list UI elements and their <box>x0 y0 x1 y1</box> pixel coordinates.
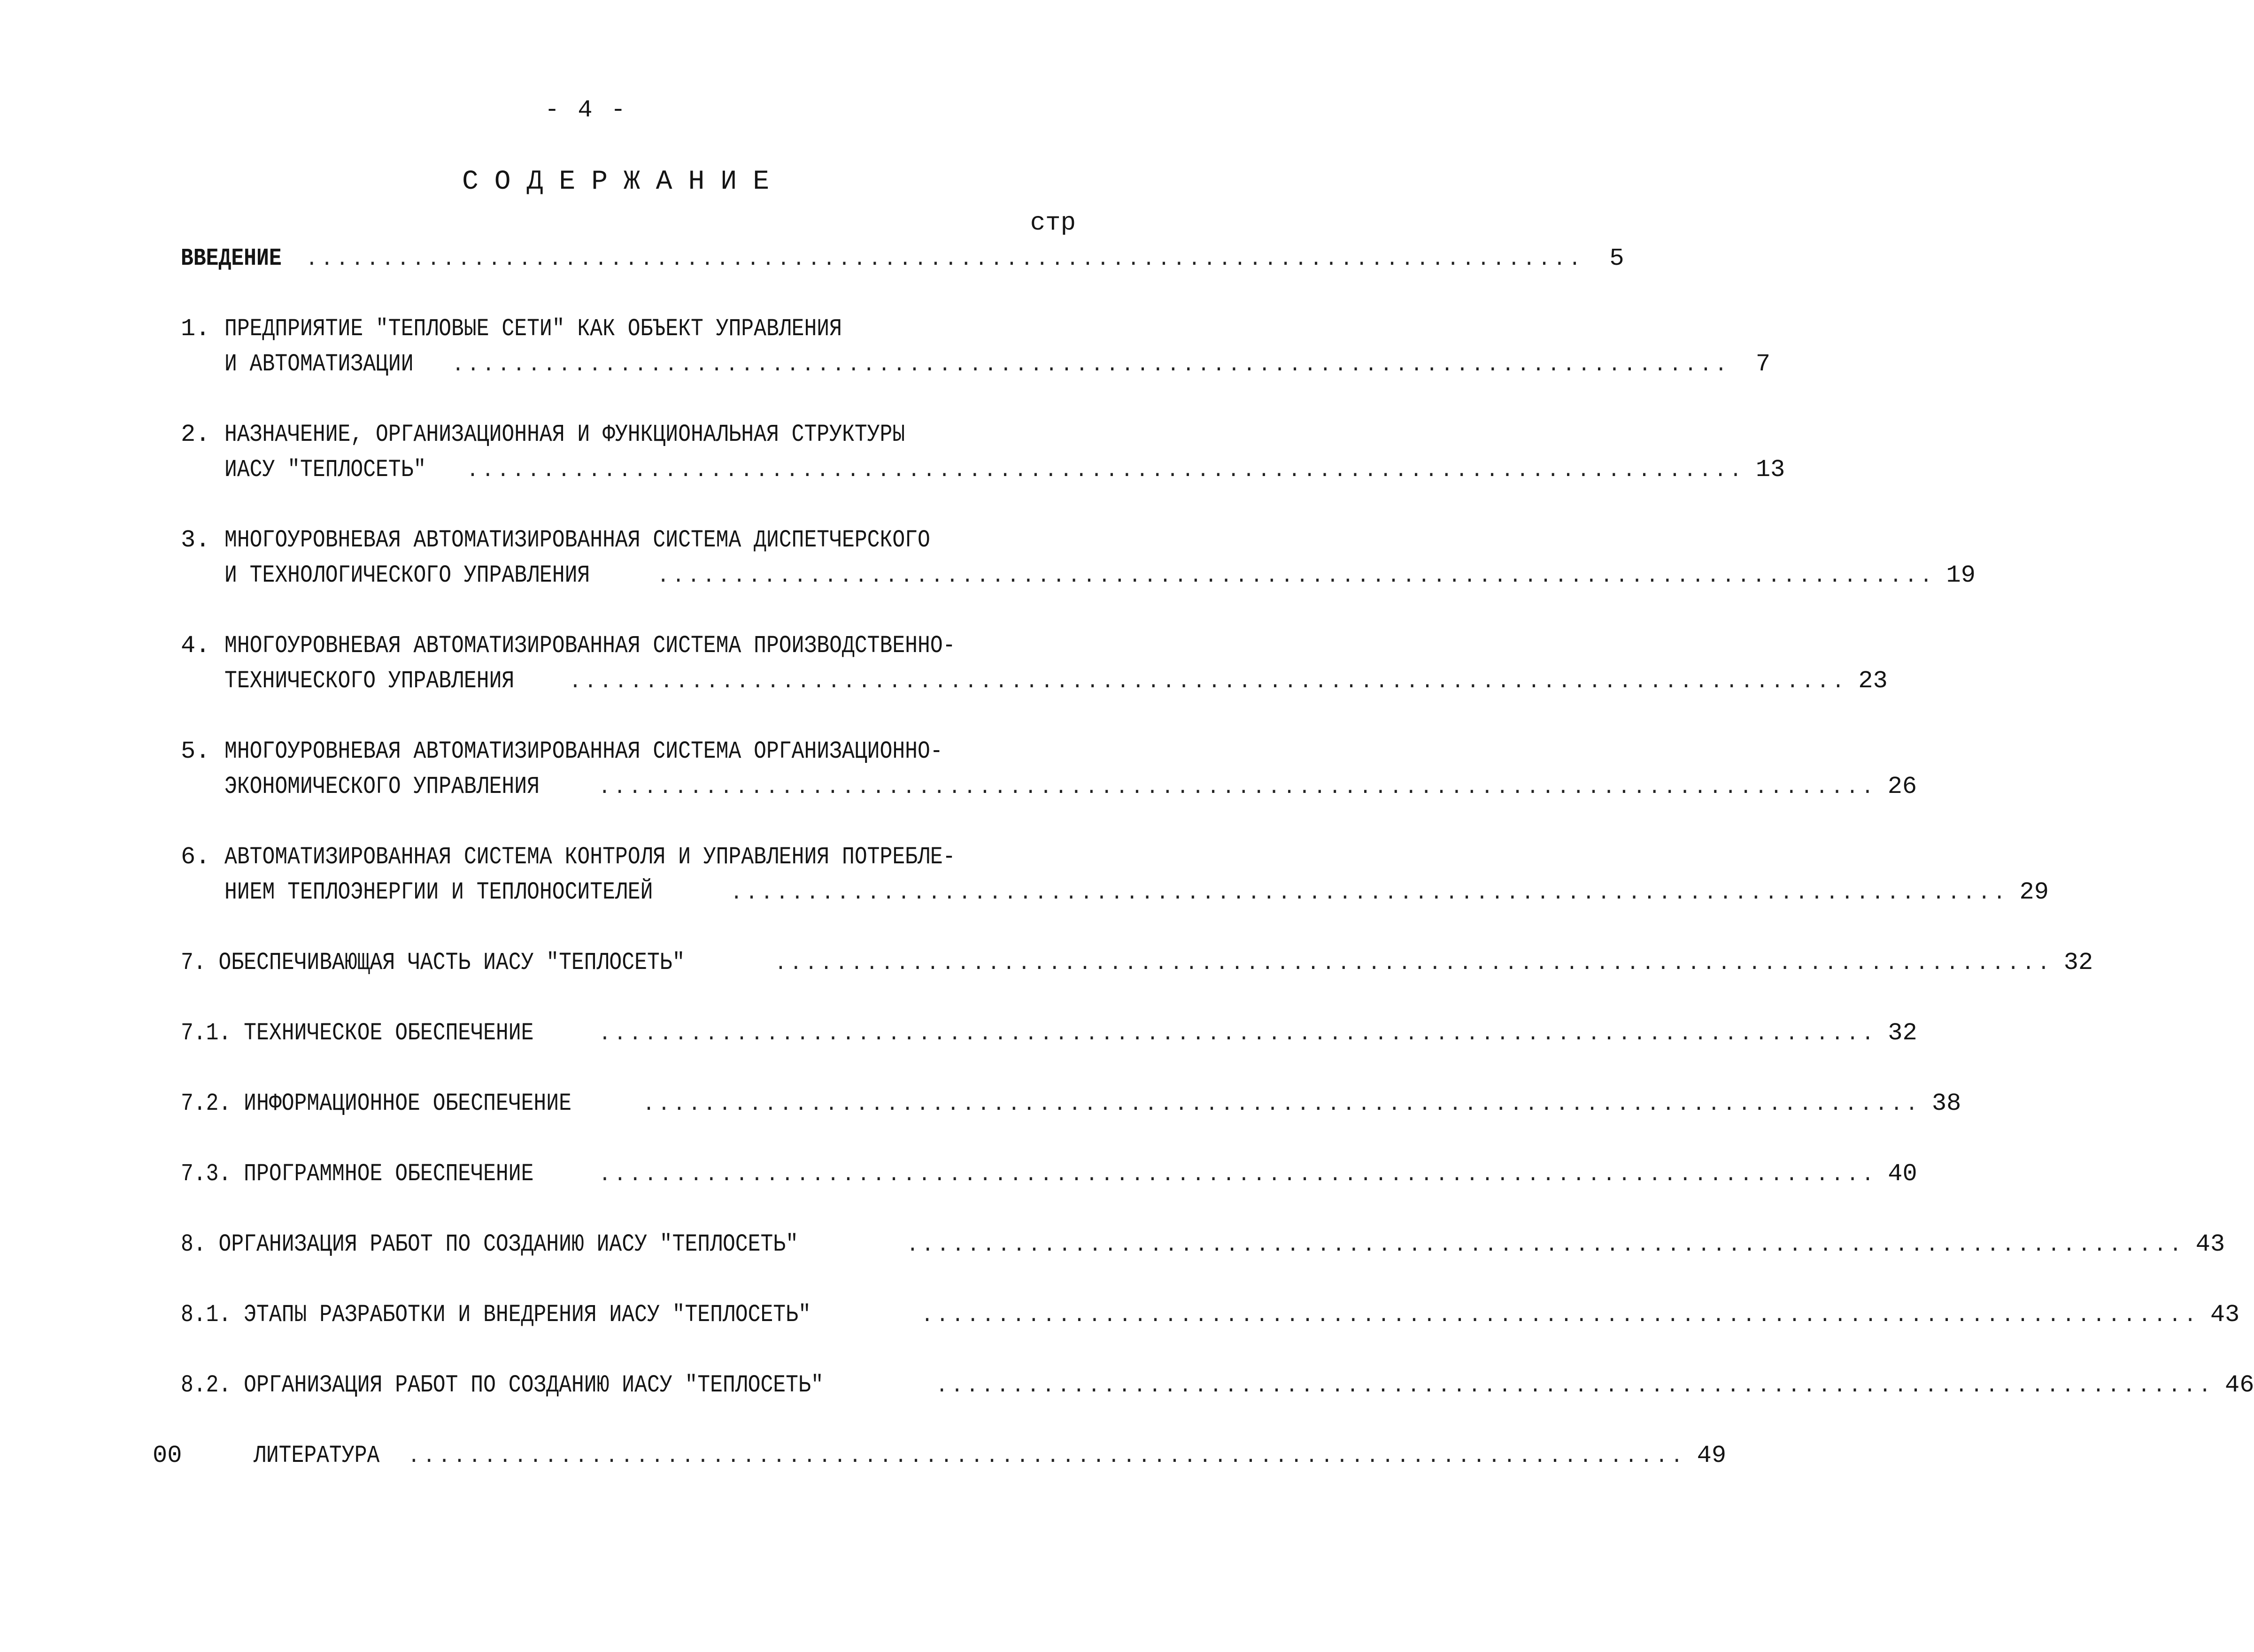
toc-entry-label: 8.2. ОРГАНИЗАЦИЯ РАБОТ ПО СОЗДАНИЮ ИАСУ "ТЕПЛОСЕТЬ" <box>181 1371 824 1399</box>
toc-entry-page: 38 <box>1931 1090 1961 1117</box>
toc-entry-3[interactable] <box>224 561 1976 591</box>
toc-entry-line2: НИЕМ ТЕПЛОЭНЕРГИИ И ТЕПЛОНОСИТЕЛЕЙ <box>224 878 653 906</box>
toc-entry-line2: ТЕХНИЧЕСКОГО УПРАВЛЕНИЯ <box>224 667 515 695</box>
toc-entry-page: 26 <box>1887 773 1917 800</box>
toc-entry-7-2[interactable] <box>181 1089 1961 1119</box>
toc-entry-1[interactable] <box>224 350 1771 380</box>
leader-dots: .................................................................................... <box>774 952 2053 976</box>
leader-dots: .................................................................................... <box>598 776 1877 799</box>
literature-prefix: 00 <box>153 1442 182 1469</box>
leader-dots: .................................................................................... <box>935 1375 2214 1398</box>
toc-entry-number: 6. <box>181 843 210 871</box>
toc-entry-number: 3. <box>181 526 210 554</box>
toc-entry-label: 8.1. ЭТАПЫ РАЗРАБОТКИ И ВНЕДРЕНИЯ ИАСУ "ТЕПЛОСЕТЬ" <box>181 1301 811 1329</box>
toc-entry-number: 2. <box>181 421 210 448</box>
toc-entry-page: 13 <box>1755 456 1785 484</box>
leader-dots: .................................................................................... <box>642 1093 1921 1116</box>
leader-dots: .................................................................................... <box>598 1022 1877 1046</box>
page-column-label: стр <box>1030 209 1076 238</box>
toc-entry-label: 7.1. ТЕХНИЧЕСКОЕ ОБЕСПЕЧЕНИЕ <box>181 1019 534 1047</box>
toc-entry-line2: И ТЕХНОЛОГИЧЕСКОГО УПРАВЛЕНИЯ <box>224 561 590 589</box>
toc-title: СОДЕРЖАНИЕ <box>462 167 786 197</box>
toc-entry-8-2[interactable] <box>181 1371 2254 1401</box>
toc-entry-number: 1. <box>181 315 210 343</box>
toc-entry-label: 7. ОБЕСПЕЧИВАЮЩАЯ ЧАСТЬ ИАСУ "ТЕПЛОСЕТЬ" <box>181 949 685 976</box>
toc-entry-8[interactable] <box>181 1230 2225 1260</box>
leader-dots: .................................................................................... <box>408 1445 1686 1468</box>
toc-entry-label: ЛИТЕРАТУРА <box>254 1442 380 1469</box>
toc-entry-line2: ЭКОНОМИЧЕСКОГО УПРАВЛЕНИЯ <box>224 773 540 800</box>
leader-dots: .................................................................................... <box>656 565 1935 588</box>
toc-entry-2[interactable] <box>224 455 1785 485</box>
toc-entry-page: 29 <box>2019 878 2049 906</box>
leader-dots: .................................................................................... <box>569 670 1847 694</box>
toc-entry-number: 5. <box>181 738 210 765</box>
leader-dots: .................................................................................... <box>452 353 1730 377</box>
toc-entry-line1: АВТОМАТИЗИРОВАННАЯ СИСТЕМА КОНТРОЛЯ И УПРАВЛЕНИЯ ПОТРЕБЛЕ- <box>224 843 956 871</box>
toc-entry-7-3[interactable] <box>181 1160 1917 1190</box>
toc-entry-line1: НАЗНАЧЕНИЕ, ОРГАНИЗАЦИОННАЯ И ФУНКЦИОНАЛЬНАЯ СТРУКТУРЫ <box>224 421 905 448</box>
toc-entry-page: 43 <box>2195 1230 2225 1258</box>
page-number: - 4 - <box>544 96 628 124</box>
toc-entry-page: 32 <box>2063 949 2093 976</box>
toc-entry-7-1[interactable] <box>181 1019 1917 1049</box>
toc-entry-line2: ИАСУ "ТЕПЛОСЕТЬ" <box>224 456 426 484</box>
toc-entry-page: 43 <box>2210 1301 2240 1329</box>
toc-entry-line2: И АВТОМАТИЗАЦИИ <box>224 350 414 378</box>
leader-dots: .................................................................................... <box>906 1234 2185 1257</box>
toc-entry-4[interactable] <box>224 667 1888 697</box>
leader-dots: .................................................................................... <box>466 459 1745 483</box>
toc-entry-label: 8. ОРГАНИЗАЦИЯ РАБОТ ПО СОЗДАНИЮ ИАСУ "ТЕПЛОСЕТЬ" <box>181 1230 798 1258</box>
toc-entry-8-1[interactable] <box>181 1300 2240 1330</box>
toc-entry-page: 46 <box>2225 1371 2254 1399</box>
toc-entry-page: 7 <box>1755 350 1771 378</box>
toc-entry-line1: МНОГОУРОВНЕВАЯ АВТОМАТИЗИРОВАННАЯ СИСТЕМА ДИСПЕТЧЕРСКОГО <box>224 526 930 554</box>
toc-entry-line1: МНОГОУРОВНЕВАЯ АВТОМАТИЗИРОВАННАЯ СИСТЕМА ОРГАНИЗАЦИОННО- <box>224 738 943 765</box>
toc-entry-5[interactable] <box>224 772 1917 802</box>
toc-entry-page: 32 <box>1888 1019 1917 1047</box>
leader-dots: .................................................................................... <box>598 1163 1877 1187</box>
toc-entry-page: 19 <box>1946 561 1976 589</box>
toc-entry-page: 5 <box>1609 245 1624 272</box>
leader-dots: .................................................................................... <box>730 882 2008 905</box>
toc-entry-6[interactable] <box>224 878 2049 908</box>
toc-entry-page: 49 <box>1697 1442 1727 1469</box>
toc-entry-page: 23 <box>1858 667 1888 695</box>
toc-entry-label: 7.2. ИНФОРМАЦИОННОЕ ОБЕСПЕЧЕНИЕ <box>181 1090 571 1117</box>
toc-entry-intro[interactable] <box>181 244 1624 274</box>
leader-dots: .................................................................................... <box>921 1304 2200 1328</box>
toc-entry-literature[interactable] <box>254 1441 1727 1471</box>
toc-entry-line1: ПРЕДПРИЯТИЕ "ТЕПЛОВЫЕ СЕТИ" КАК ОБЪЕКТ УПРАВЛЕНИЯ <box>224 315 842 343</box>
toc-entry-7[interactable] <box>181 948 2093 978</box>
toc-entry-number: 4. <box>181 632 210 660</box>
toc-entry-label: 7.3. ПРОГРАММНОЕ ОБЕСПЕЧЕНИЕ <box>181 1160 534 1188</box>
toc-entry-line1: МНОГОУРОВНЕВАЯ АВТОМАТИЗИРОВАННАЯ СИСТЕМА ПРОИЗВОДСТВЕННО- <box>224 632 956 660</box>
toc-entry-page: 40 <box>1888 1160 1917 1188</box>
toc-entry-label: ВВЕДЕНИЕ <box>181 245 282 272</box>
leader-dots: .................................................................................... <box>305 248 1584 271</box>
